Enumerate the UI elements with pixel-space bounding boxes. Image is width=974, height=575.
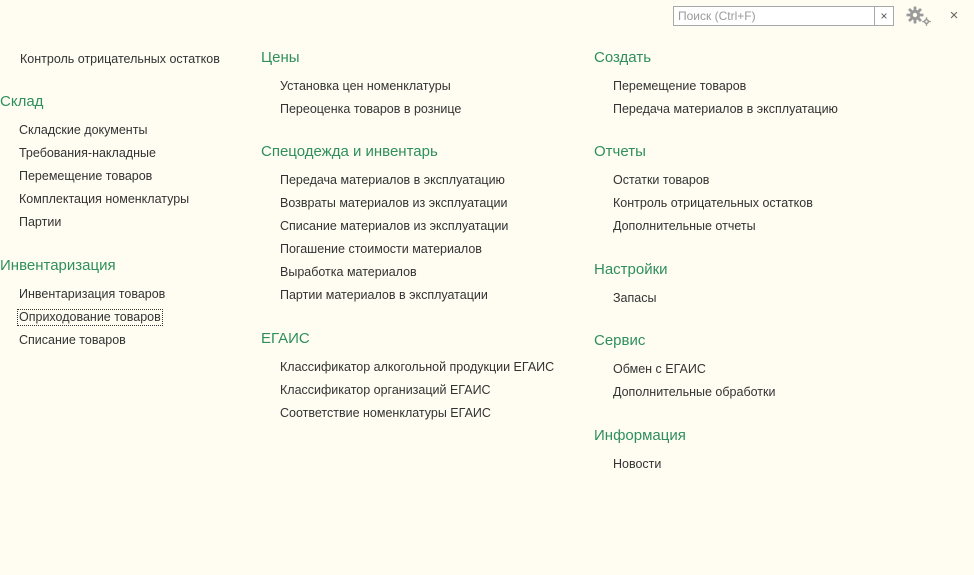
link-item[interactable] xyxy=(261,169,510,192)
link-label: Передача материалов в эксплуатацию xyxy=(280,173,505,187)
link-item[interactable] xyxy=(261,284,510,307)
group-title: Создать xyxy=(594,49,652,66)
link-item[interactable] xyxy=(594,98,840,121)
link-item[interactable] xyxy=(594,169,815,192)
link-label: Переоценка товаров в рознице xyxy=(280,102,462,116)
link-item[interactable] xyxy=(0,283,167,306)
group-title: Склад xyxy=(0,93,44,110)
link-item[interactable] xyxy=(261,261,510,284)
group-title: Настройки xyxy=(594,261,668,278)
link-item[interactable] xyxy=(594,287,668,310)
link-label: Складские документы xyxy=(19,123,148,137)
group-title: Информация xyxy=(594,427,686,444)
link-item[interactable] xyxy=(261,215,510,238)
link-item[interactable] xyxy=(0,306,167,329)
link-item[interactable] xyxy=(0,119,191,142)
link-list xyxy=(594,75,840,121)
link-list xyxy=(0,283,167,352)
group-title: Отчеты xyxy=(594,143,646,160)
search-clear-button[interactable] xyxy=(874,7,893,25)
link-label: Обмен с ЕГАИС xyxy=(613,362,706,376)
link-label: Списание материалов из эксплуатации xyxy=(280,219,509,233)
settings-button[interactable] xyxy=(905,5,933,27)
group-prices xyxy=(261,48,463,121)
group-egais xyxy=(261,329,556,425)
link-item[interactable] xyxy=(261,75,463,98)
link-label: Партии материалов в эксплуатации xyxy=(280,288,488,302)
group-title: Сервис xyxy=(594,332,646,349)
link-label: Требования-накладные xyxy=(19,146,156,160)
group-title: Цены xyxy=(261,49,300,66)
link-list xyxy=(0,119,191,234)
link-label: Дополнительные отчеты xyxy=(613,219,756,233)
link-item[interactable] xyxy=(0,188,191,211)
link-item[interactable] xyxy=(594,215,815,238)
link-item[interactable] xyxy=(0,165,191,188)
link-label: Инвентаризация товаров xyxy=(19,287,166,301)
search-input[interactable] xyxy=(674,7,874,25)
link-item[interactable] xyxy=(0,142,191,165)
link-list xyxy=(594,169,815,238)
link-label: Оприходование товаров xyxy=(19,310,161,324)
group-workwear xyxy=(261,142,510,307)
group-title: Спецодежда и инвентарь xyxy=(261,143,438,160)
link-label: Списание товаров xyxy=(19,333,126,347)
gear-icon xyxy=(905,5,933,27)
link-label: Установка цен номенклатуры xyxy=(280,79,451,93)
link-item[interactable] xyxy=(0,211,191,234)
close-icon: × xyxy=(949,7,959,24)
link-list xyxy=(261,169,510,307)
link-list xyxy=(261,356,556,425)
group-reports xyxy=(594,142,815,238)
group-service xyxy=(594,331,777,404)
group-title: Инвентаризация xyxy=(0,257,116,274)
link-item[interactable] xyxy=(594,453,686,476)
link-item[interactable] xyxy=(261,98,463,121)
link-label: Классификатор алкогольной продукции ЕГАИС xyxy=(280,360,555,374)
link-item[interactable] xyxy=(261,238,510,261)
link-label: Запасы xyxy=(613,291,657,305)
link-item[interactable] xyxy=(261,356,556,379)
link-label: Возвраты материалов из эксплуатации xyxy=(280,196,508,210)
link-label: Перемещение товаров xyxy=(613,79,747,93)
link-item[interactable] xyxy=(594,358,777,381)
link-negative-balance-control[interactable] xyxy=(1,48,222,71)
link-label: Выработка материалов xyxy=(280,265,417,279)
link-item[interactable] xyxy=(0,329,167,352)
group-information xyxy=(594,426,686,476)
search-box[interactable] xyxy=(673,6,894,26)
link-list xyxy=(594,287,668,310)
link-label: Комплектация номенклатуры xyxy=(19,192,190,206)
link-label: Новости xyxy=(613,457,662,471)
link-label: Дополнительные обработки xyxy=(613,385,776,399)
link-label: Соответствие номенклатуры ЕГАИС xyxy=(280,406,491,420)
link-label: Перемещение товаров xyxy=(19,169,153,183)
link-list xyxy=(261,75,463,121)
group-settings xyxy=(594,260,668,310)
link-item[interactable] xyxy=(261,192,510,215)
group-create xyxy=(594,48,840,121)
link-item[interactable] xyxy=(261,379,556,402)
group-title: ЕГАИС xyxy=(261,330,310,347)
link-item[interactable] xyxy=(594,381,777,404)
link-label: Остатки товаров xyxy=(613,173,710,187)
link-list xyxy=(594,358,777,404)
link-list xyxy=(594,453,686,476)
group-inventory xyxy=(0,256,167,352)
clear-icon: × xyxy=(880,9,888,23)
link-label: Партии xyxy=(19,215,62,229)
close-button[interactable] xyxy=(946,8,962,24)
group-warehouse xyxy=(0,92,191,234)
link-label: Классификатор организаций ЕГАИС xyxy=(280,383,491,397)
link-item[interactable] xyxy=(594,75,840,98)
link-item[interactable] xyxy=(261,402,556,425)
link-label: Погашение стоимости материалов xyxy=(280,242,482,256)
link-item[interactable] xyxy=(594,192,815,215)
link-label: Контроль отрицательных остатков xyxy=(613,196,813,210)
link-label: Контроль отрицательных остатков xyxy=(20,52,220,66)
link-label: Передача материалов в эксплуатацию xyxy=(613,102,838,116)
